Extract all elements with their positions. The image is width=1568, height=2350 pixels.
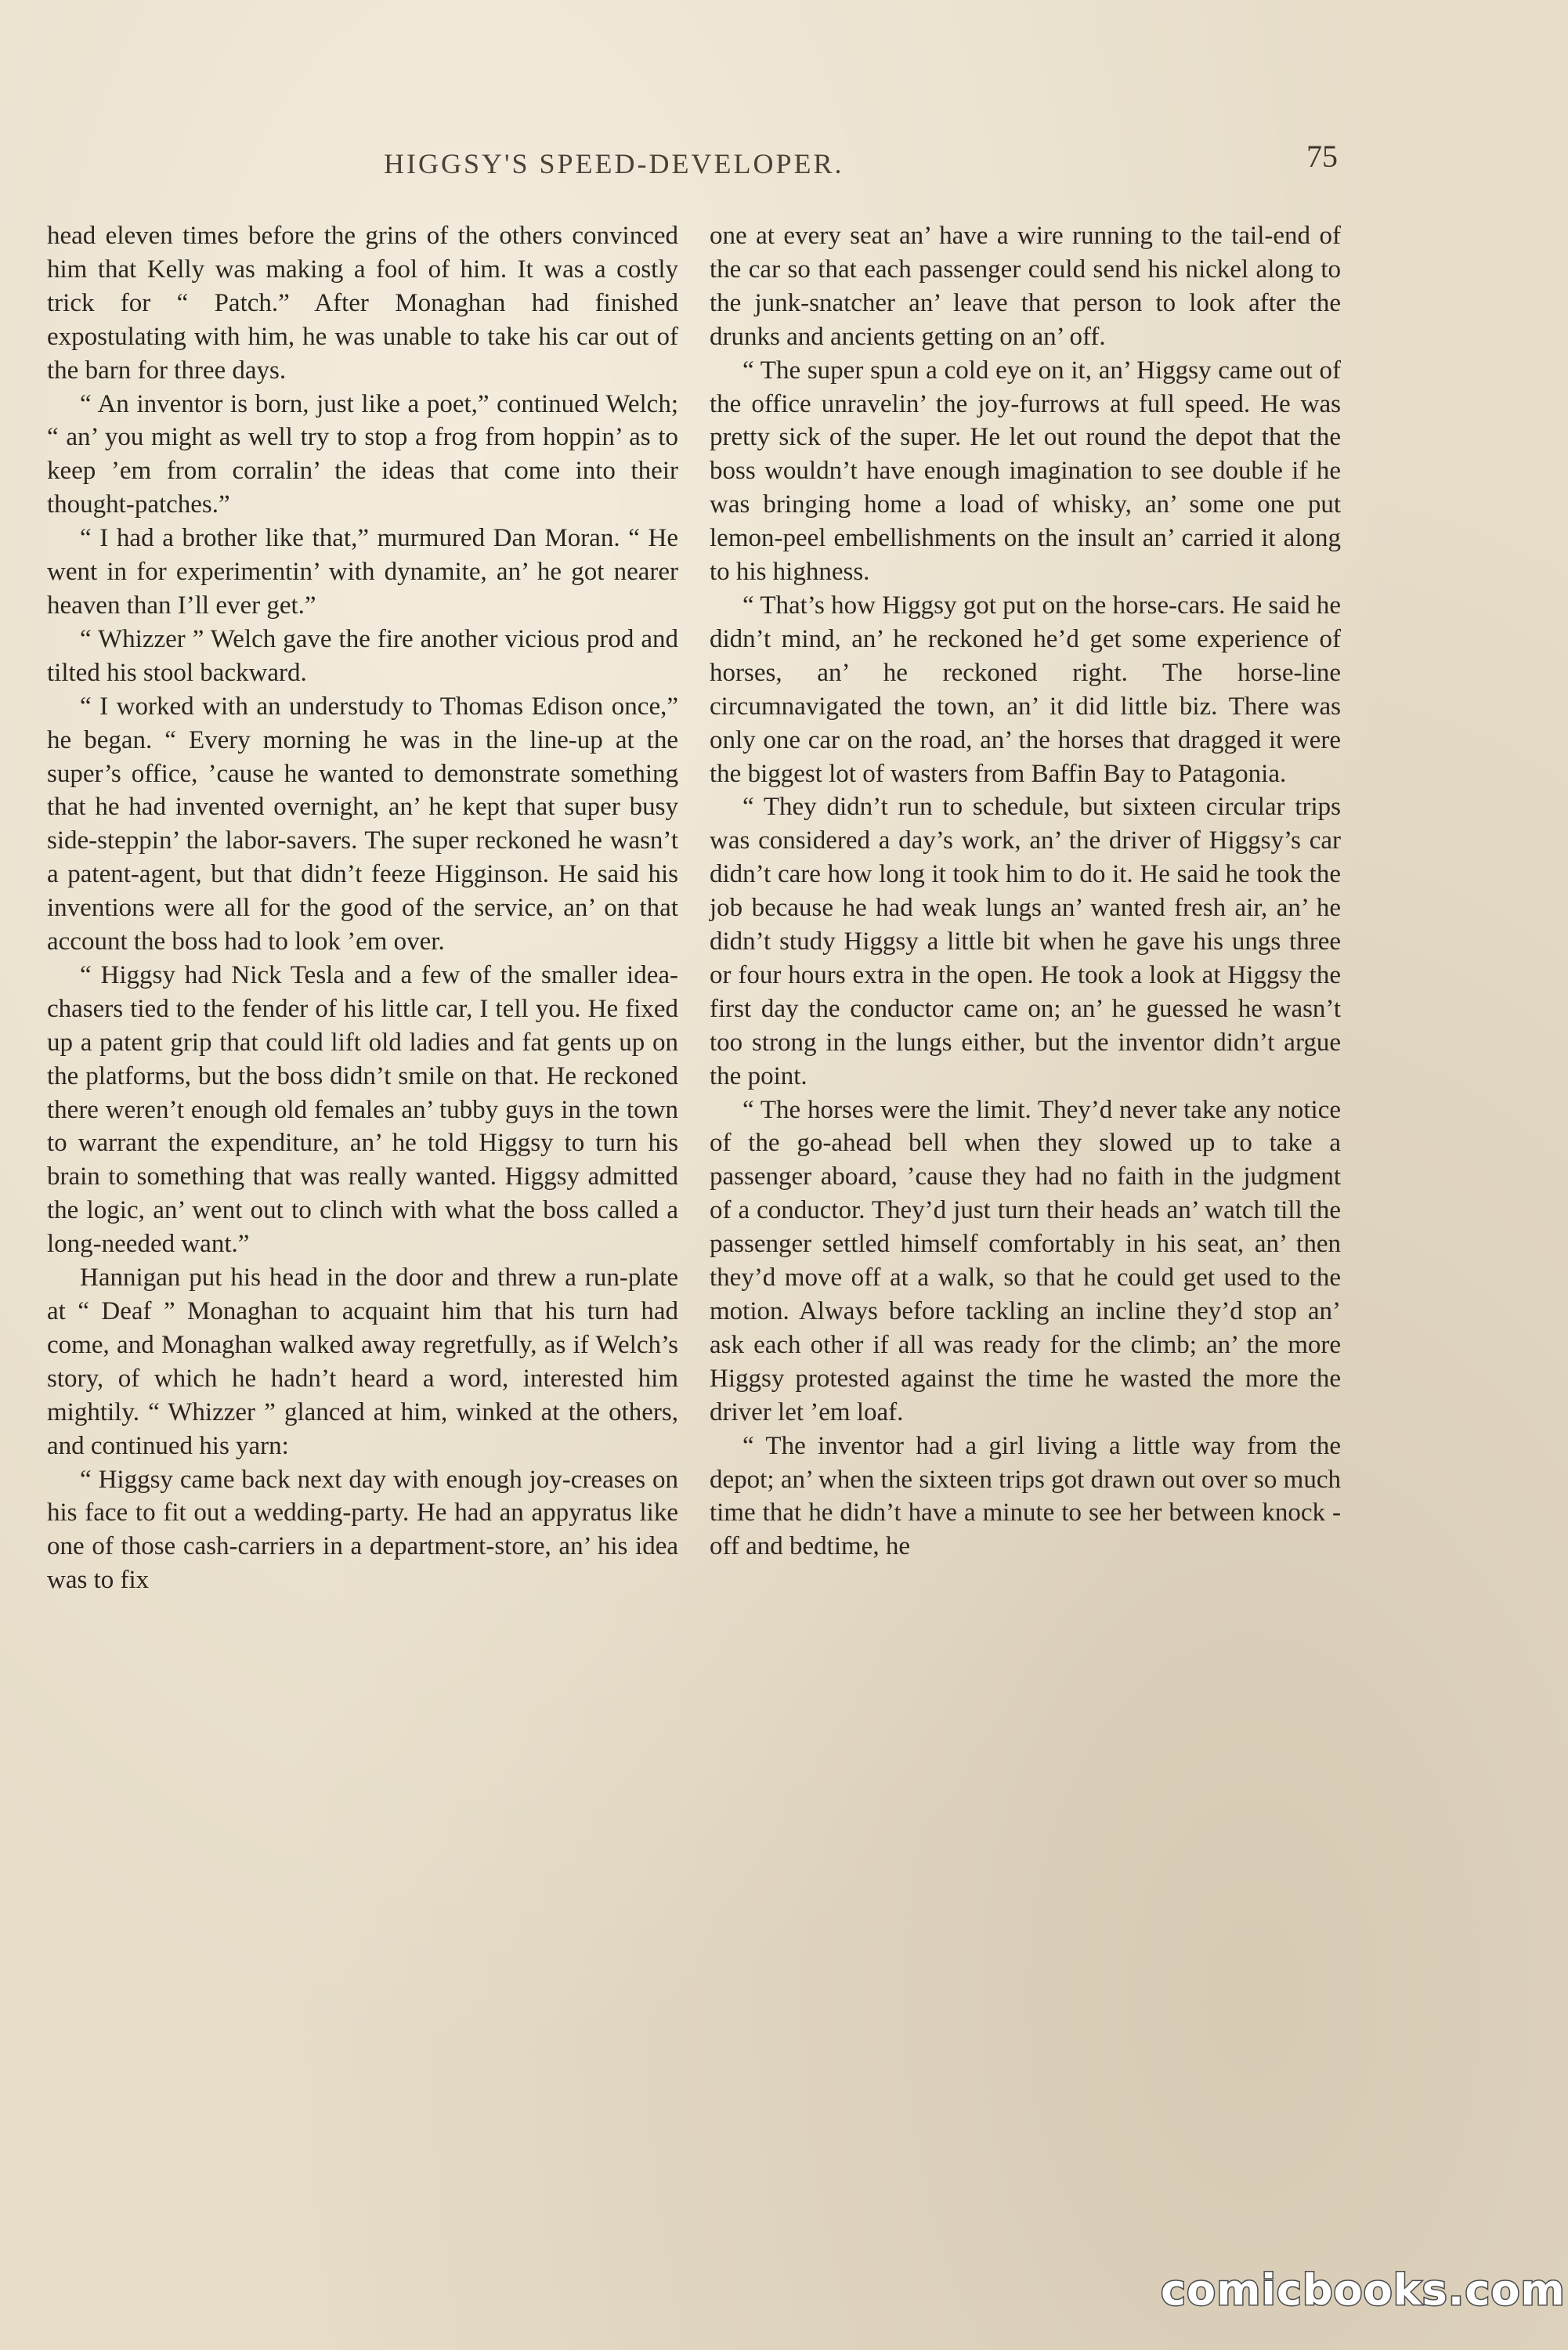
site-watermark: comicbooks.com <box>1161 2265 1566 2315</box>
paragraph: “ Higgsy came back next day with enough joy-creases on his face to fit out a wedding-party. He had an appyratus like one of those cash-carriers in a department-store, an’ his idea was to fix <box>47 1465 678 1595</box>
paragraph: “ The inventor had a girl living a little way from the depot; an’ when the sixteen trips got drawn out over so much time that he didn’t have a minute to see her between knock - off and bedtime, he <box>710 1431 1341 1561</box>
paragraph: “ Higgsy had Nick Tesla and a few of the smaller idea-chasers tied to the fender of his little car, I tell you. He fixed up a patent grip that could lift old ladies and fat gents up on the platforms, but the boss didn’t smile on that. He reckoned there weren’t enough old females an’ tubby guys in the town to warrant the expenditure, an’ he told Higgsy to turn his brain to something that was really wanted. Higgsy admitted the logic, an’ went out to clinch with what the boss called a long-needed want.” <box>47 960 678 1259</box>
right-text-column <box>710 219 1341 1564</box>
left-text-column <box>47 219 678 1597</box>
page-number: 75 <box>1306 139 1338 174</box>
paragraph: Hannigan put his head in the door and threw a run-plate at “ Deaf ” Monaghan to acquaint him that his turn had come, and Monaghan walked away regretfully, as if Welch’s story, of which he hadn’t heard a word, interested him mightily. “ Whizzer ” glanced at him, winked at the others, and continued his yarn: <box>47 1264 678 1460</box>
paragraph: “ Whizzer ” Welch gave the fire another vicious prod and tilted his stool backward. <box>47 624 678 687</box>
paragraph: “ That’s how Higgsy got put on the horse-cars. He said he didn’t mind, an’ he reckoned he’d get some experience of horses, an’ he reckoned right. The horse-line circumnavigated the town, an’ it did little biz. There was only one car on the road, an’ the horses that dragged it were the biggest lot of wasters from Baffin Bay to Patagonia. <box>710 591 1341 788</box>
paragraph: head eleven times before the grins of the others convinced him that Kelly was making a fool of him. It was a costly trick for “ Patch.” After Monaghan had finished expostulating with him, he was unable to take his car out of the barn for three days. <box>47 222 678 385</box>
running-title: HIGGSY'S SPEED-DEVELOPER. <box>384 148 844 179</box>
paragraph: “ The horses were the limit. They’d never take any notice of the go-ahead bell when they slowed up to take a passenger aboard, ’cause they had no faith in the judgment of a conductor. They’d just turn their heads an’ watch till the passenger settled himself comfortably in his seat, an’ then they’d move off at a walk, so that he could get used to the motion. Always before tackling an incline they’d stop an’ ask each other if all was ready for the climb; an’ the more Higgsy protested against the time he wasted the more the driver let ’em loaf. <box>710 1095 1341 1426</box>
paragraph: “ The super spun a cold eye on it, an’ Higgsy came out of the office unravelin’ the joy-furrows at full speed. He was pretty sick of the super. He let out round the depot that the boss wouldn’t have enough imagination to see double if he was bringing home a load of whisky, an’ some one put lemon-peel embellishments on the insult an’ carried it along to his highness. <box>710 356 1341 587</box>
paragraph: “ I worked with an understudy to Thomas Edison once,” he began. “ Every morning he was in the line-up at the super’s office, ’cause he wanted to demonstrate something that he had invented overnight, an’ he kept that super busy side-steppin’ the labor-savers. The super reckoned he wasn’t a patent-agent, but that didn’t feeze Higginson. He said his inventions were all for the good of the service, an’ on that account the boss had to look ’em over. <box>47 692 678 956</box>
paragraph: “ I had a brother like that,” murmured Dan Moran. “ He went in for experimentin’ with dynamite, an’ he got nearer heaven than I’ll ever get.” <box>47 524 678 620</box>
paragraph: “ They didn’t run to schedule, but sixteen circular trips was considered a day’s work, an’ the driver of Higgsy’s car didn’t care how long it took him to do it. He said he took the job because he had weak lungs an’ wanted fresh air, an’ he didn’t study Higgsy a little bit when he gave his ungs three or four hours extra in the open. He took a look at Higgsy the first day the conductor came on; an’ he guessed he wasn’t too strong in the lungs either, but the inventor didn’t argue the point. <box>710 793 1341 1090</box>
paragraph: one at every seat an’ have a wire running to the tail-end of the car so that each passenger could send his nickel along to the junk-snatcher an’ leave that person to look after the drunks and ancients getting on an’ off. <box>710 222 1341 351</box>
paragraph: “ An inventor is born, just like a poet,” continued Welch; “ an’ you might as well try to stop a frog from hoppin’ as to keep ’em from corralin’ the ideas that come into their thought-patches.” <box>47 389 678 519</box>
